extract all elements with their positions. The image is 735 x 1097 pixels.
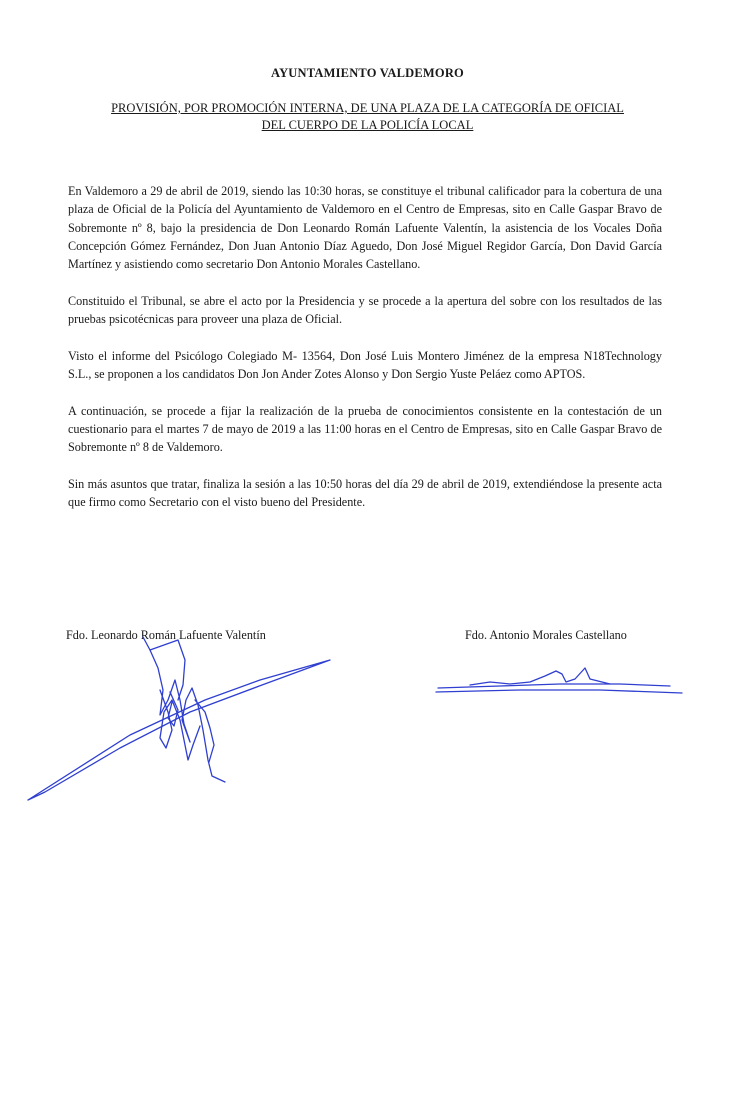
subject-line-2: DEL CUERPO DE LA POLICÍA LOCAL — [261, 118, 474, 132]
paragraph-next-exam: A continuación, se procede a fijar la realización de la prueba de conocimientos consistente en la contestación de un cuestionario para el martes 7 de mayo de 2019 a las 11:00 horas en el Centro de Empresas, sito en Calle Gaspar Bravo de Sobremonte nº 8 de Valdemoro. — [68, 403, 662, 455]
subject-heading — [70, 100, 665, 134]
document-body — [68, 182, 662, 530]
paragraph-opening: Constituido el Tribunal, se abre el acto por la Presidencia y se procede a la apertura del sobre con los resultados de las pruebas psicotécnicas para proveer una plaza de Oficial. — [68, 293, 662, 327]
right-signatory-label: Fdo. Antonio Morales Castellano — [465, 628, 627, 642]
left-signatory-label: Fdo. Leonardo Román Lafuente Valentín — [66, 628, 266, 642]
paragraph-constitution: En Valdemoro a 29 de abril de 2019, siendo las 10:30 horas, se constituye el tribunal calificador para la cobertura de una plaza de Oficial de la Policía del Ayuntamiento de Valdemoro en el Centro de Empresas, sito en Calle Gaspar Bravo de Sobremonte nº 8, bajo la presidencia de Don Leonardo Román Lafuente Valentín, la asistencia de los Vocales Doña Concepción Gómez Fernández, Don Juan Antonio Díaz Aguedo, Don José Miguel Regidor García, Don David García Martínez y asistiendo como secretario Don Antonio Morales Castellano. — [68, 184, 662, 272]
right-signature-icon — [436, 668, 682, 693]
paragraph-report: Visto el informe del Psicólogo Colegiado M- 13564, Don José Luis Montero Jiménez de la empresa N18Technology S.L., se proponen a los candidatos Don Jon Ander Zotes Alonso y Don Sergio Yuste Peláez como APTOS. — [68, 348, 662, 381]
organization-title: AYUNTAMIENTO VALDEMORO — [271, 66, 464, 80]
left-signature-icon — [28, 637, 330, 800]
subject-line-1: PROVISIÓN, POR PROMOCIÓN INTERNA, DE UNA PLAZA DE LA CATEGORÍA DE OFICIAL — [111, 101, 624, 115]
paragraph-closing: Sin más asuntos que tratar, finaliza la sesión a las 10:50 horas del día 29 de abril de 2019, extendiéndose la presente acta que firmo como Secretario con el visto bueno del Presidente. — [68, 476, 662, 510]
